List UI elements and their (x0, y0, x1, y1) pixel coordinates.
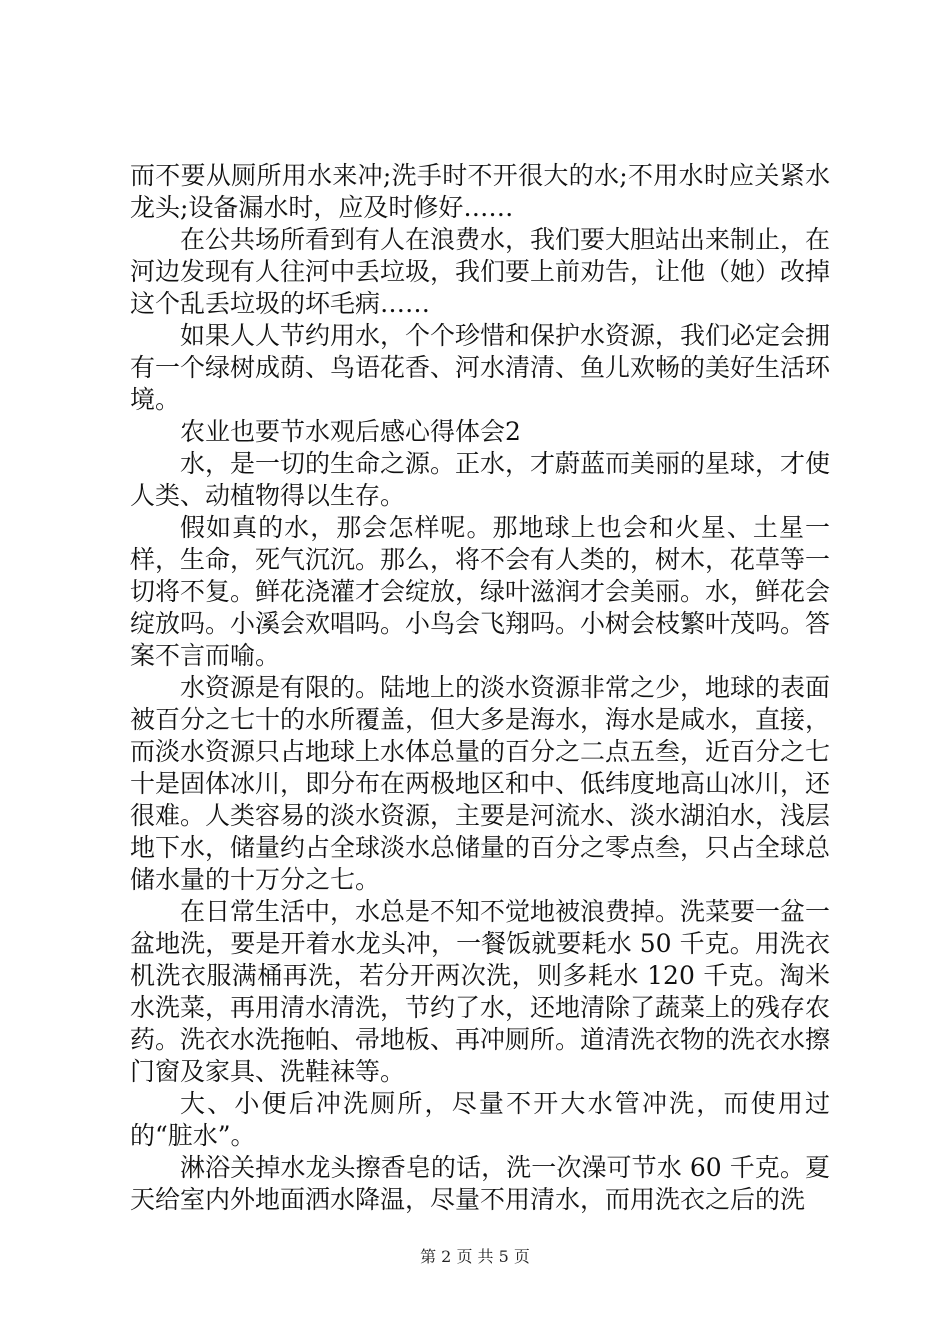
paragraph: 大、小便后冲洗厕所，尽量不开大水管冲洗，而使用过的“脏水”。 (130, 1089, 830, 1150)
paragraph: 在日常生活中，水总是不知不觉地被浪费掉。洗菜要一盆一盆地洗，要是开着水龙头冲，一餐饭就要耗水 50 千克。用洗衣机洗衣服满桶再洗，若分开两次洗，则多耗水 120 千克。淘米水洗菜，再用清水清洗，节约了水，还地清除了蔬菜上的残存农药。洗衣水洗拖帕、帚地板、再冲厕所。道清洗衣物的洗衣水擦门窗及家具、洗鞋袜等。 (130, 897, 831, 1086)
paragraph: 水，是一切的生命之源。正水，才蔚蓝而美丽的星球，才使人类、动植物得以生存。 (130, 449, 831, 510)
paragraph: 水资源是有限的。陆地上的淡水资源非常之少，地球的表面被百分之七十的水所覆盖，但大多是海水，海水是咸水，直接，而淡水资源只占地球上水体总量的百分之二点五叁，近百分之七十是固体冰川，即分布在两极地区和中、低纬度地高山冰川，还很难。人类容易的淡水资源，主要是河流水、淡水湖泊水，浅层地下水，储量约占全球淡水总储量的百分之零点叁，只占全球总储水量的十万分之七。 (130, 673, 831, 894)
section-heading: 农业也要节水观后感心得体会2 (180, 417, 521, 446)
paragraph: 而不要从厕所用水来冲;洗手时不开很大的水;不用水时应关紧水龙头;设备漏水时，应及时修好…… (130, 161, 830, 222)
page-number-footer: 第 2 页 共 5 页 (420, 1247, 530, 1266)
paragraph: 在公共场所看到有人在浪费水，我们要大胆站出来制止，在河边发现有人往河中丢垃圾，我们要上前劝告，让他（她）改掉这个乱丢垃圾的坏毛病…… (130, 225, 831, 318)
document-body (130, 160, 830, 1216)
paragraph: 淋浴关掉水龙头擦香皂的话，洗一次澡可节水 60 千克。夏天给室内外地面洒水降温，尽量不用清水，而用洗衣之后的洗 (130, 1153, 830, 1214)
paragraph: 如果人人节约用水，个个珍惜和保护水资源，我们必定会拥有一个绿树成荫、鸟语花香、河水清清、鱼儿欢畅的美好生活环境。 (130, 321, 831, 414)
paragraph: 假如真的水，那会怎样呢。那地球上也会和火星、土星一样，生命，死气沉沉。那么，将不会有人类的，树木，花草等一切将不复。鲜花浇灌才会绽放，绿叶滋润才会美丽。水，鲜花会绽放吗。小溪会欢唱吗。小鸟会飞翔吗。小树会枝繁叶茂吗。答案不言而喻。 (130, 513, 831, 670)
